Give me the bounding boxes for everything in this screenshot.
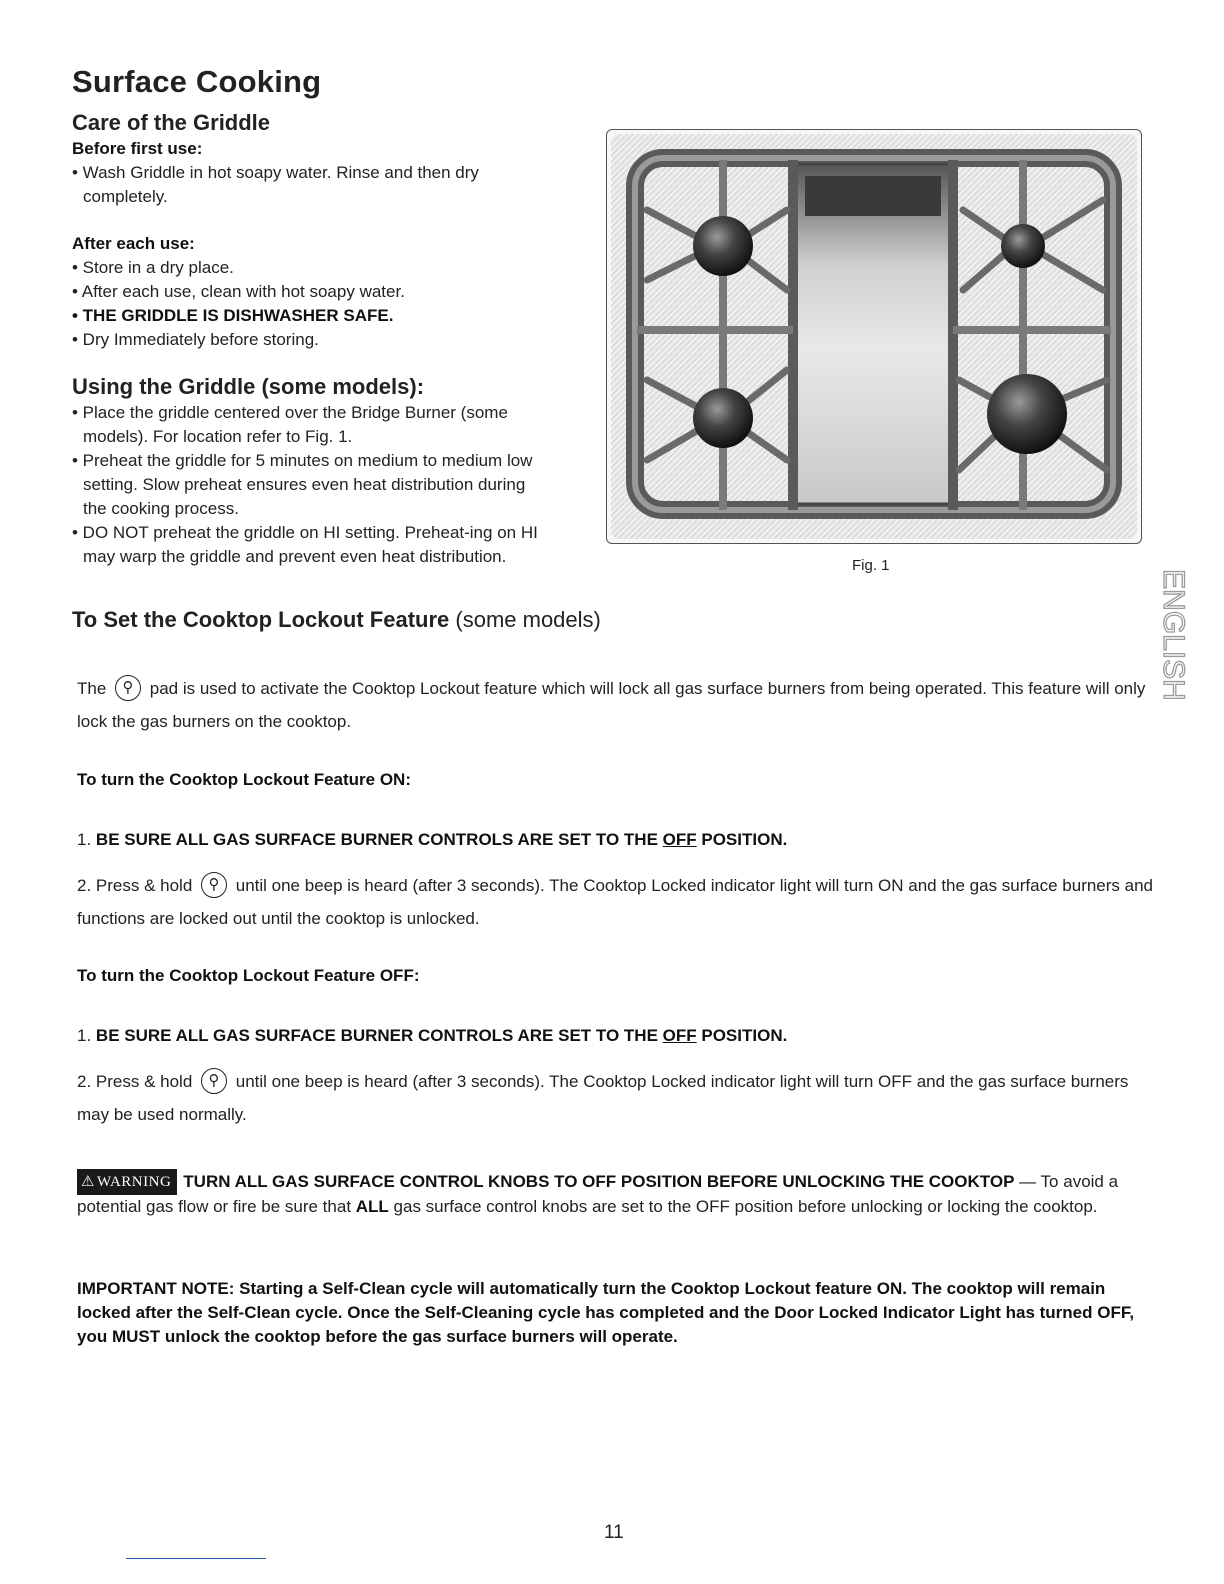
burner-right-rear: [1001, 224, 1045, 268]
lockout-heading: [72, 607, 601, 633]
warning-badge: [77, 1169, 177, 1195]
cooktop-figure: [606, 129, 1142, 544]
after-use-list: [72, 256, 552, 352]
lock-pad-icon: ⚲: [115, 675, 141, 701]
footer-rule: [126, 1558, 266, 1559]
step1-off-word: OFF: [662, 1026, 697, 1045]
warning-badge-label: WARNING: [96, 1174, 172, 1190]
using-griddle-list: [72, 401, 538, 569]
list-item: • Wash Griddle in hot soapy water. Rinse and then dry completely.: [72, 163, 479, 206]
warning-text-a: — To avoid a potential gas flow or fire be sure that: [77, 1172, 1119, 1216]
warning-block: [77, 1169, 1152, 1219]
lock-pad-icon: ⚲: [201, 872, 227, 898]
before-use-list: [72, 161, 542, 209]
warning-headline: TURN ALL GAS SURFACE CONTROL KNOBS TO OFF POSITION BEFORE UNLOCKING THE COOKTOP: [183, 1172, 1015, 1191]
list-item: • Dry Immediately before storing.: [72, 330, 319, 349]
figure-caption: Fig. 1: [852, 557, 890, 574]
important-note: IMPORTANT NOTE: Starting a Self-Clean cycle will automatically turn the Cooktop Lockout feature ON. The cooktop will remain locked after the Self-Clean cycle. Once the Self-Cleaning cycle has completed and the Door Locked Indicator Light has turned OFF, you MUST unlock the cooktop before the gas surface burners will operate.: [77, 1279, 1135, 1346]
step-number: 1.: [77, 1026, 92, 1045]
lockout-heading-suffix: (some models): [449, 607, 601, 632]
page-title: Surface Cooking: [72, 64, 322, 99]
lockout-heading-main: To Set the Cooktop Lockout Feature: [72, 607, 450, 632]
lockout-on-step2: [77, 869, 1157, 935]
list-item: • THE GRIDDLE IS DISHWASHER SAFE.: [72, 306, 394, 325]
cooktop-illustration: [607, 130, 1141, 543]
step2-text-b: until one beep is heard (after 3 seconds). The Cooktop Locked indicator light will turn ON and the gas surface burners and functions are locked out until the cooktop is unlocked.: [77, 876, 1154, 928]
burner-left-front: [693, 388, 753, 448]
list-item: • DO NOT preheat the griddle on HI setting. Preheat-ing on HI may warp the griddle and prevent even heat distribution.: [72, 523, 538, 566]
after-each-use-label: After each use:: [72, 234, 195, 253]
burner-right-front: [987, 374, 1067, 454]
intro-text-b: pad is used to activate the Cooktop Lockout feature which will lock all gas surface burners from being operated. This feature will only lock the gas burners on the cooktop.: [77, 679, 1146, 731]
warning-emphasis: ALL: [355, 1197, 389, 1216]
language-side-tab: [1152, 560, 1192, 710]
lockout-intro: [77, 672, 1147, 738]
step2-text-a: 2. Press & hold: [77, 1072, 198, 1091]
list-item: • Store in a dry place.: [72, 258, 234, 277]
step1-text-b: POSITION.: [696, 1026, 788, 1045]
lockout-off-step2: [77, 1065, 1157, 1131]
step2-text-a: 2. Press & hold: [77, 876, 198, 895]
before-first-use-label: Before first use:: [72, 139, 203, 158]
lock-pad-icon: ⚲: [201, 1068, 227, 1094]
care-griddle-heading: Care of the Griddle: [72, 110, 271, 135]
list-item: • Preheat the griddle for 5 minutes on medium to medium low setting. Slow preheat ensures even heat distribution during the cooking process.: [72, 451, 533, 518]
list-item: • After each use, clean with hot soapy water.: [72, 282, 405, 301]
page-number: 11: [604, 1522, 624, 1543]
intro-text-a: The: [77, 679, 112, 698]
warning-triangle-icon: ⚠: [81, 1174, 95, 1190]
side-tab-label: ENGLISH: [1157, 569, 1191, 701]
step1-off-word: OFF: [662, 830, 697, 849]
list-item: • Place the griddle centered over the Bridge Burner (some models). For location refer to Fig. 1.: [72, 403, 508, 446]
lockout-on-heading: To turn the Cooktop Lockout Feature ON:: [77, 770, 411, 789]
step-number: 1.: [77, 830, 92, 849]
step1-text-a: BE SURE ALL GAS SURFACE BURNER CONTROLS ARE SET TO THE: [95, 830, 663, 849]
step1-text-b: POSITION.: [696, 830, 788, 849]
step2-text-b: until one beep is heard (after 3 seconds). The Cooktop Locked indicator light will turn OFF and the gas surface burners may be used normally.: [77, 1072, 1129, 1124]
burner-left-rear: [693, 216, 753, 276]
lockout-off-heading: To turn the Cooktop Lockout Feature OFF:: [77, 966, 420, 985]
warning-text-b: gas surface control knobs are set to the OFF position before unlocking or locking the cooktop.: [388, 1197, 1098, 1216]
lockout-on-step1: [77, 828, 1157, 852]
lockout-off-step1: [77, 1024, 1157, 1048]
using-griddle-heading: Using the Griddle (some models):: [72, 374, 425, 399]
step1-text-a: BE SURE ALL GAS SURFACE BURNER CONTROLS ARE SET TO THE: [95, 1026, 663, 1045]
